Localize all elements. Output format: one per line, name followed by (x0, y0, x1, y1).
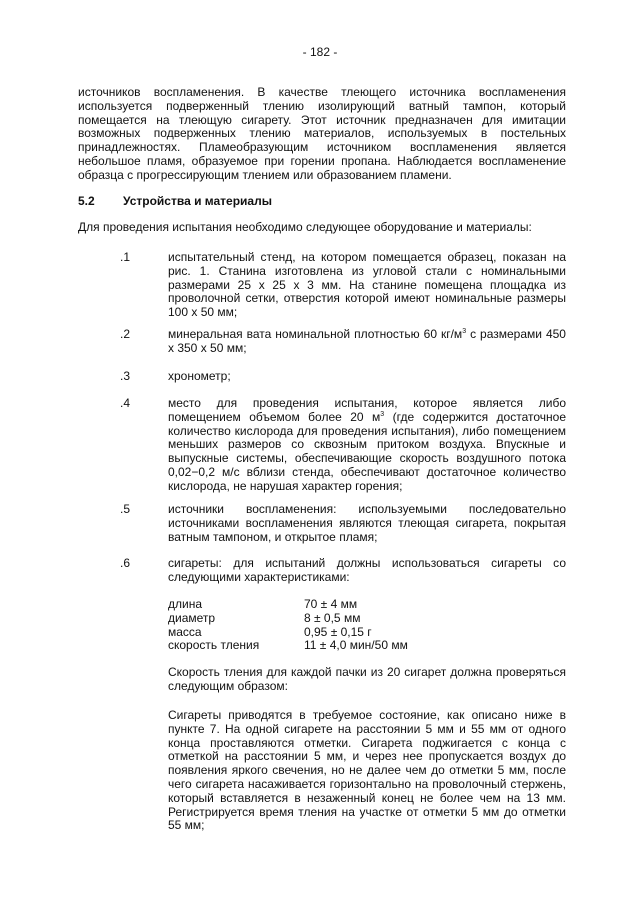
spec-row (168, 598, 408, 612)
item-2-text-after: с размерами 450 x 350 x 50 мм; (168, 327, 566, 355)
item-1-text: испытательный стенд, на котором помещается образец, показан на рис. 1. Станина изготовлена из угловой стали с номинальными размерами 25 x 25 x 3 мм. На станине помещена площадка из проволочной сетки, отверстия которой имеют номинальные размеры 100 x 50 мм; (168, 250, 566, 320)
spec-name: скорость тления (168, 638, 260, 653)
burn-rate-paragraph: Скорость тления для каждой пачки из 20 сигарет должна проверяться следующим образом: (168, 665, 566, 693)
page-number: - 182 - (302, 45, 338, 59)
item-3-number: .3 (120, 369, 131, 383)
item-4-text-before: место для проведения испытания, которое является либо помещением объемом более 20 м (168, 396, 566, 424)
item-2-text (168, 328, 566, 356)
item-2-text-before: минеральная вата номинальной плотностью 60 кг/м (168, 327, 463, 341)
spec-value: 70 ± 4 мм (304, 597, 358, 611)
item-4-superscript: 3 (380, 410, 385, 418)
item-6-number: .6 (120, 556, 131, 570)
item-4-text-after: (где содержится достаточное количество кислорода для проведения испытания), либо помещением меньших размеров со сквозным притоком воздуха. Впускные и выпускные системы, обеспечивающие скорость воздушного потока 0,02−0,2 м/с вблизи стенда, обеспечивают достаточное количество кислорода, не нарушая характер горения; (168, 409, 566, 493)
item-1-number: .1 (120, 250, 131, 264)
cigarette-spec-table (168, 598, 408, 653)
section-title: Устройства и материалы (123, 194, 272, 208)
item-3-text: хронометр; (168, 369, 231, 383)
spec-row (168, 639, 408, 653)
spec-value: 11 ± 4,0 мин/50 мм (304, 638, 408, 653)
spec-row (168, 612, 408, 626)
spec-value: 0,95 ± 0,15 г (304, 624, 372, 639)
spec-name: диаметр (168, 610, 216, 625)
spec-name: длина (168, 597, 203, 611)
item-4-text (168, 397, 566, 494)
spec-row (168, 626, 408, 640)
item-2-number: .2 (120, 327, 131, 341)
intro-paragraph: источников воспламенения. В качестве тлеющего источника воспламенения используется подверженный тлению изолирующий ватный тампон, который помещается на тлеющую сигарету. Этот источник предназначен для имитации возможных подверженных тлению материалов, используемых в постельных принадлежностях. Пламеобразующим источником воспламенения является небольшое пламя, образуемое при горении пропана. Наблюдается воспламенение образца с прогрессирующим тлением или образованием пламени. (78, 85, 566, 182)
procedure-paragraph: Сигареты приводятся в требуемое состояние, как описано ниже в пункте 7. На одной сигарете на расстоянии 5 мм и 55 мм от одного конца проставляются отметки. Сигарета поджигается с конца с отметкой на расстоянии 5 мм, и через нее пропускается воздух до появления яркого свечения, но не далее чем до отметки 5 мм, после чего сигарета насаживается горизонтально на проволочный стержень, который вставляется в незаженный конец не более чем на 13 мм. Регистрируется время тления на участке от отметки 5 мм до отметки 55 мм; (168, 708, 566, 833)
lead-paragraph: Для проведения испытания необходимо следующее оборудование и материалы: (78, 220, 532, 234)
item-5-text: источники воспламенения: используемыми последовательно источниками воспламенения являются тлеющая сигарета, покрытая ватным тампоном, и открытое пламя; (168, 502, 566, 544)
spec-value: 8 ± 0,5 мм (304, 610, 361, 625)
item-6-text: сигареты: для испытаний должны использоваться сигареты со следующими характеристиками: (168, 556, 566, 584)
section-number: 5.2 (78, 194, 95, 208)
item-2-superscript: 3 (462, 328, 467, 335)
section-heading (78, 194, 272, 208)
item-5-number: .5 (120, 502, 131, 516)
item-4-number: .4 (120, 396, 131, 410)
spec-name: масса (168, 624, 202, 639)
